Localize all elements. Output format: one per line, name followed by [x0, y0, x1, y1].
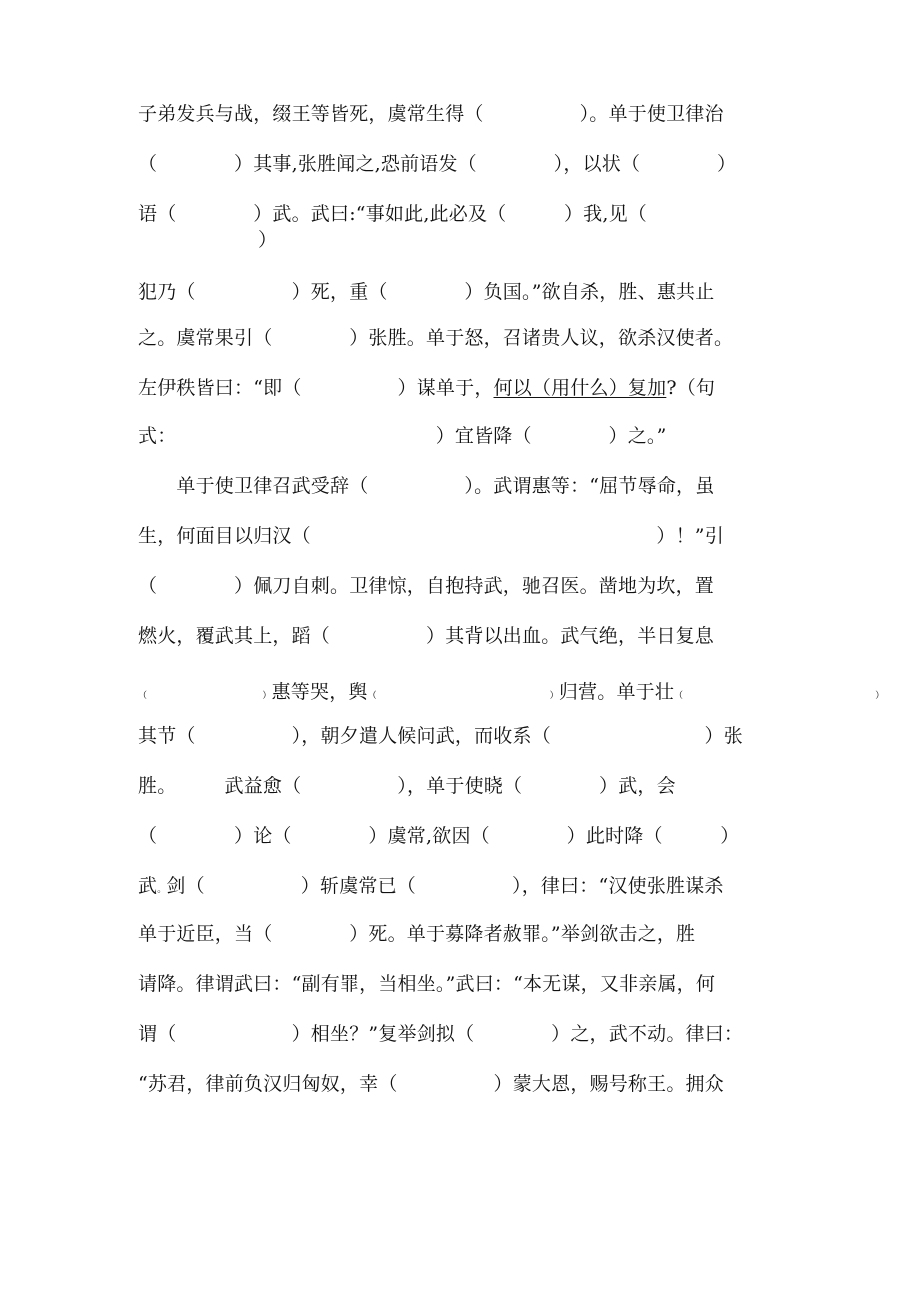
text-segment: 式： ）宜皆降（ ）之。” — [138, 425, 667, 447]
text-segment: 生，何面目以归汉（ ）！”引 — [138, 525, 724, 547]
text-segment: ） — [549, 691, 559, 701]
text-segment: 犯乃（ ）死，重（ ）负国。”欲自杀，胜、惠共止 — [138, 281, 715, 303]
text-line — [138, 724, 743, 748]
text-segment: 剑（ ）斩虞常已（ ），律曰：“汉使张胜谋杀 — [166, 875, 724, 897]
text-line — [138, 424, 667, 448]
text-line — [138, 474, 714, 498]
text-segment: 请降。律谓武曰：“副有罪，当相坐。”武曰：“本无谋，又非亲属，何 — [138, 973, 716, 995]
text-line — [138, 102, 724, 126]
text-segment: 谓（ ）相坐？”复举剑拟（ ）之，武不动。律曰： — [138, 1023, 744, 1045]
text-segment: 单于使卫律召武受辞（ ）。武谓惠等：“屈节辱命，虽 — [138, 475, 715, 497]
text-segment — [377, 681, 550, 703]
text-segment: 惠等哭，舆 — [271, 681, 368, 703]
text-segment: 。 — [157, 885, 167, 895]
text-line — [138, 1022, 743, 1046]
text-segment: 子弟发兵与战，缀王等皆死，虞常生得（ ）。单于使卫律治 — [138, 103, 724, 125]
text-line — [138, 376, 715, 400]
text-segment: 之。虞常果引（ ）张胜。单于怒，召诸贵人议，欲杀汉使者。 — [138, 327, 734, 349]
text-segment: 单于近臣，当（ ）死。单于募降者赦罪。”举剑欲击之，胜 — [138, 923, 696, 945]
text-segment: ） — [258, 229, 278, 251]
text-segment: 其节（ ），朝夕遣人候问武，而收系（ ）张 — [138, 725, 743, 747]
text-segment: “苏君，律前负汉归匈奴，幸（ ）蒙大恩，赐号称王。拥众 — [138, 1073, 724, 1095]
text-segment: （ ）论（ ）虞常,欲因（ ）此时降（ ） — [138, 825, 740, 847]
text-segment: 归营。单于壮 — [558, 681, 675, 703]
text-segment — [147, 681, 262, 703]
text-segment: （ — [674, 691, 684, 701]
text-segment: 语（ ）武。武曰:“事如此,此必及（ ）我,见（ — [138, 203, 647, 225]
text-line — [138, 874, 724, 898]
text-line — [138, 1072, 724, 1096]
text-segment — [683, 681, 875, 703]
text-line — [138, 774, 676, 798]
text-segment: （ ）其事,张胜闻之,恐前语发（ ），以状（ ） — [138, 153, 737, 175]
text-segment: 胜。 武益愈（ ），单于使晓（ ）武，会 — [138, 775, 676, 797]
text-segment: （ ）佩刀自刺。卫律惊，自抱持武，驰召医。凿地为坎，置 — [138, 575, 715, 597]
text-line — [138, 326, 733, 350]
text-line — [138, 280, 714, 304]
text-segment: 武 — [138, 875, 158, 897]
text-line — [138, 152, 736, 176]
text-line — [138, 824, 739, 848]
underlined-phrase: 何以（用什么）复加 — [493, 377, 667, 399]
text-segment: 左伊秩皆曰：“即（ ）谋单于， — [138, 377, 494, 399]
text-line — [138, 624, 714, 648]
text-line — [138, 972, 715, 996]
text-segment: ） — [262, 691, 272, 701]
text-segment: 燃火，覆武其上，蹈（ ）其背以出血。武气绝，半日复息 — [138, 625, 715, 647]
text-line — [258, 228, 277, 252]
text-segment: （ — [367, 691, 377, 701]
text-segment: ?（句 — [666, 377, 716, 399]
text-segment: ） — [875, 691, 885, 701]
text-line — [138, 524, 724, 548]
text-line — [138, 202, 647, 226]
text-segment: （ — [138, 691, 148, 701]
text-line — [138, 574, 714, 598]
text-line — [138, 680, 884, 704]
text-line — [138, 922, 695, 946]
